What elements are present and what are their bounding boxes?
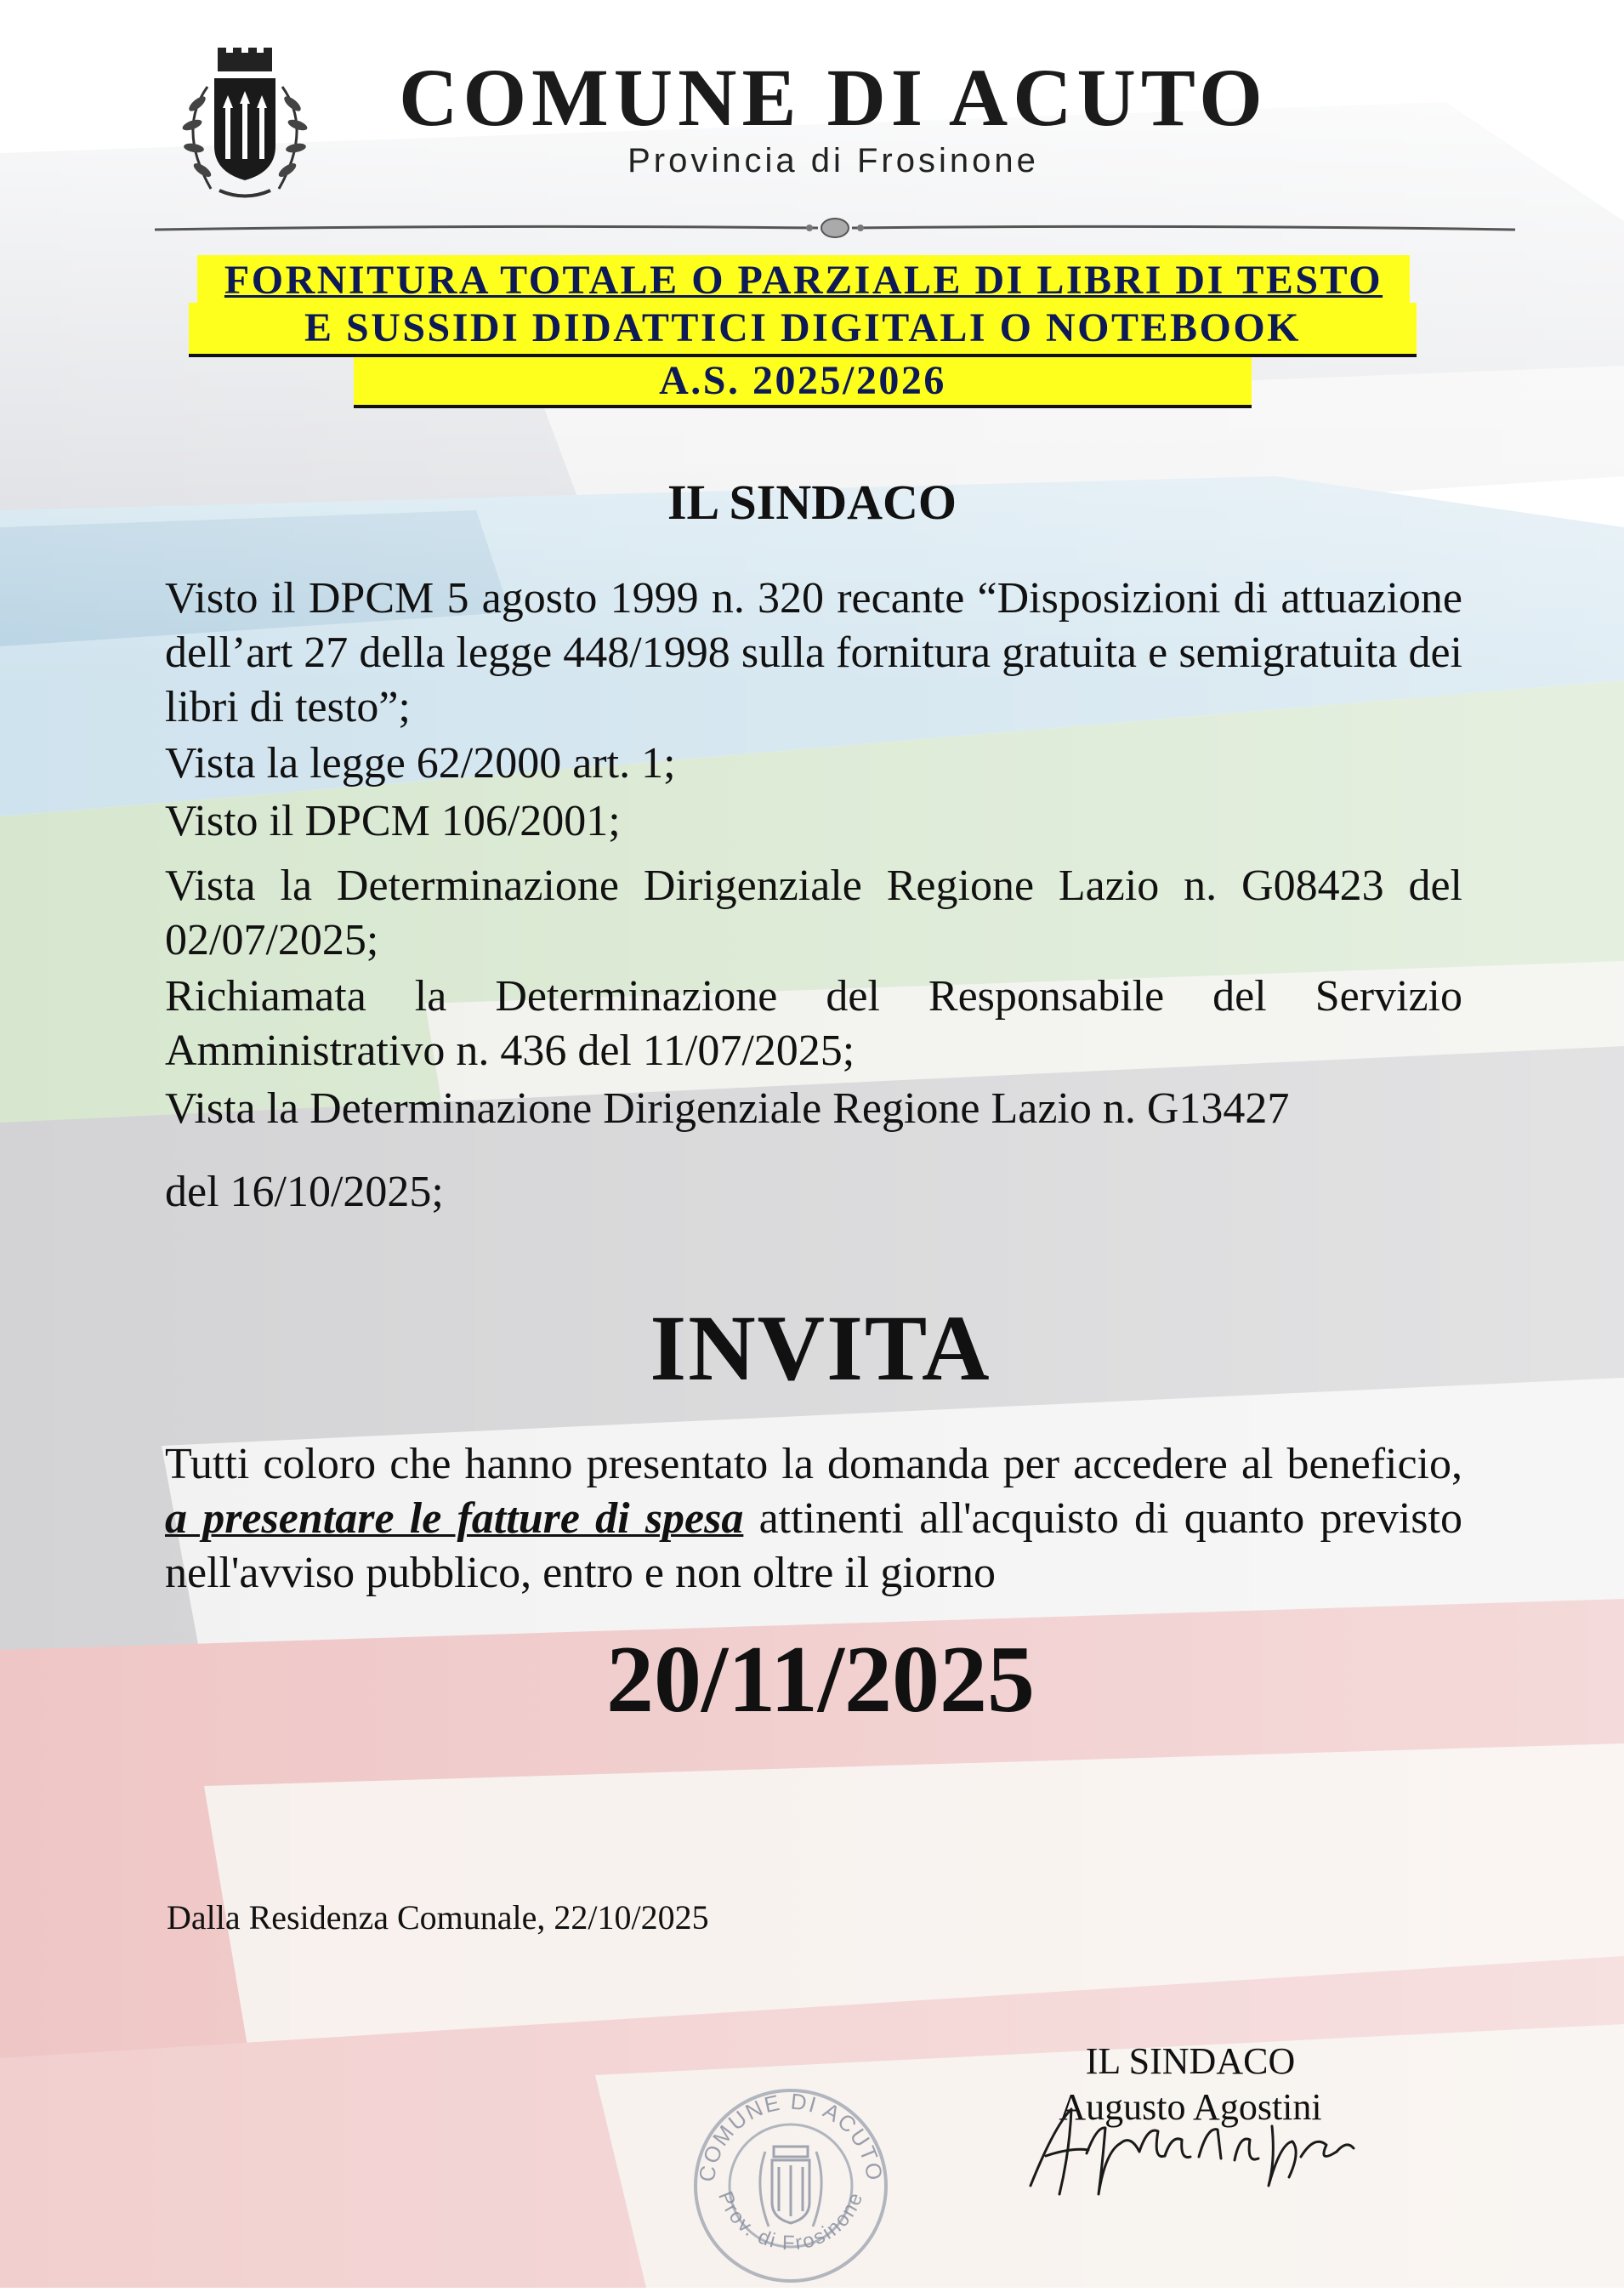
municipality-title: COMUNE DI ACUTO <box>399 52 1268 143</box>
banner-line-1: FORNITURA TOTALE O PARZIALE DI LIBRI DI TESTO <box>197 255 1410 306</box>
consideration-4: Vista la Determinazione Dirigenziale Regione Lazio n. G08423 del 02/07/2025; <box>165 862 1462 964</box>
consideration-1: Visto il DPCM 5 agosto 1999 n. 320 recante “Disposizioni di attuazione dell’art 27 della legge 448/1998 sulla fornitura gratuita e semigratuita dei libri di testo”; <box>165 574 1462 731</box>
municipal-crest-icon <box>160 44 330 206</box>
invitation-emphasis: a presentare le fatture di spesa <box>165 1494 744 1543</box>
signatory-name: Augusto Agostini <box>1059 2086 1322 2128</box>
consideration-2: Vista la legge 62/2000 art. 1; <box>165 739 676 788</box>
signatory-title: IL SINDACO <box>1085 2040 1296 2082</box>
handwritten-signature <box>1020 2075 1360 2211</box>
mayor-heading: IL SINDACO <box>667 475 957 530</box>
invita-heading: INVITA <box>650 1296 991 1400</box>
consideration-6-continued: del 16/10/2025; <box>165 1168 444 1216</box>
consideration-6: Vista la Determinazione Dirigenziale Regione Lazio n. G13427 <box>165 1084 1290 1133</box>
deadline-date: 20/11/2025 <box>605 1627 1036 1732</box>
invitation-paragraph <box>165 1437 1462 1601</box>
province-subtitle: Provincia di Frosinone <box>627 142 1039 179</box>
banner-line-3: A.S. 2025/2026 <box>354 357 1252 408</box>
invitation-text-after: attinenti all'acquisto di quanto previsto nell'avviso pubblico, entro e non oltre il giorno <box>165 1494 1462 1597</box>
svg-text:Prov. di Frosinone: Prov. di Frosinone <box>713 2187 868 2255</box>
header-divider <box>155 216 1515 243</box>
consideration-5: Richiamata la Determinazione del Responsabile del Servizio Amministrativo n. 436 del 11/07/2025; <box>165 972 1462 1075</box>
municipal-stamp-icon <box>680 2067 901 2288</box>
banner-line-2: E SUSSIDI DIDATTICI DIGITALI O NOTEBOOK <box>189 303 1417 357</box>
consideration-3: Visto il DPCM 106/2001; <box>165 797 621 845</box>
svg-text:COMUNE DI ACUTO: COMUNE DI ACUTO <box>693 2088 889 2184</box>
invitation-text-before: Tutti coloro che hanno presentato la domanda per accedere al beneficio, <box>165 1440 1462 1488</box>
place-and-date: Dalla Residenza Comunale, 22/10/2025 <box>167 1898 709 1937</box>
